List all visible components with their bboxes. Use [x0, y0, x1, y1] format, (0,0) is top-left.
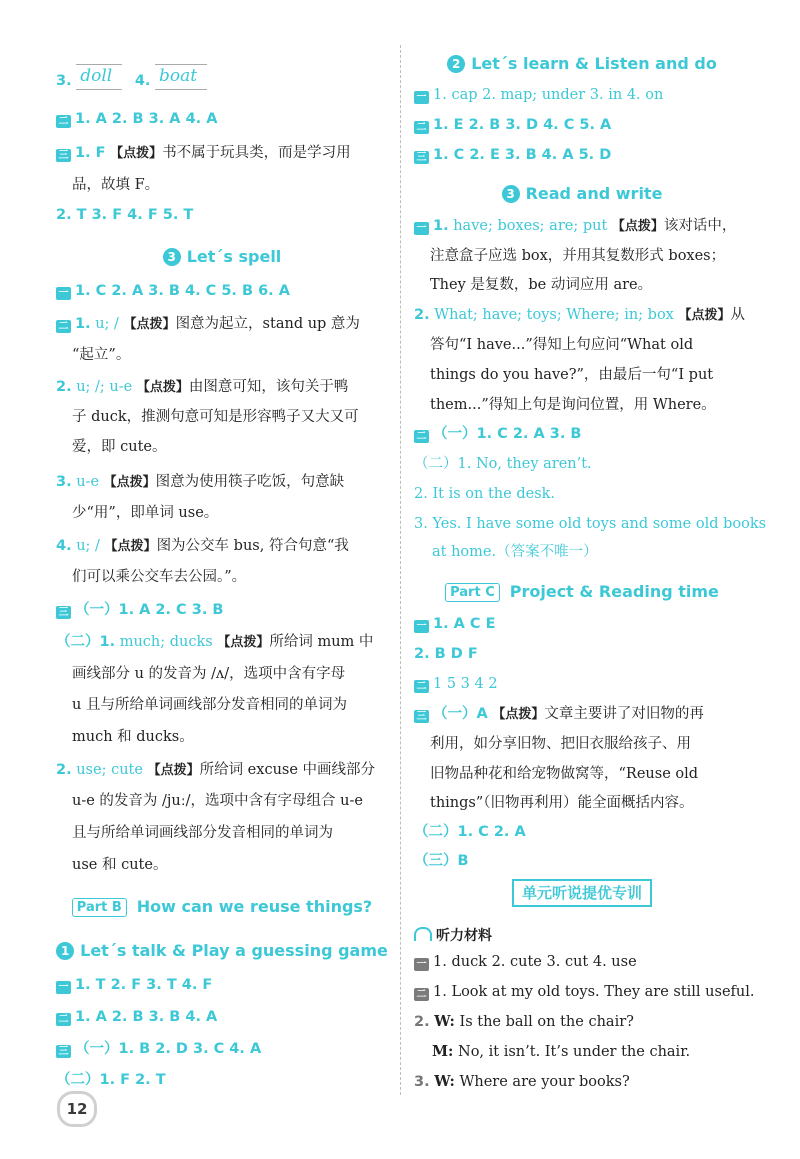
- handwriting-box: [76, 64, 122, 90]
- section-marker-icon: 一: [414, 958, 429, 971]
- section-marker-icon: 三: [414, 710, 429, 723]
- item-number: 4.: [56, 538, 72, 554]
- tip-label: 【点拨】: [678, 308, 731, 323]
- answer-line: [414, 454, 750, 474]
- explanation-text: things do you have?”，由最后一句“I put: [430, 367, 714, 383]
- answer-line: [56, 345, 388, 365]
- item-number: 4.: [134, 73, 151, 89]
- section-title: Let´s learn & Listen and do: [471, 54, 717, 73]
- answer-line: [56, 175, 388, 195]
- speaker-label: W:: [434, 1013, 455, 1030]
- tip-label: 【点拨】: [103, 475, 156, 490]
- answer-line: [56, 567, 388, 587]
- explanation-text: 文章主要讲了对旧物的再: [544, 706, 704, 722]
- explanation-text: “起立”。: [72, 347, 131, 363]
- answer-line: [56, 503, 388, 523]
- explanation-text: u 且与所给单词画线部分发音相同的单词为: [72, 697, 347, 713]
- answer-text: 1. C 2. E 3. B 4. A 5. D: [433, 147, 612, 163]
- answer-line: [414, 851, 750, 871]
- explanation-text: 品，故填 F。: [72, 177, 160, 193]
- answer-text: u-e: [76, 474, 100, 490]
- explanation-text: 书不属于玩具类，而是学习用: [162, 145, 351, 161]
- tip-label: 【点拨】: [492, 707, 545, 722]
- explanation-text: 所给词 mum 中: [269, 634, 374, 650]
- answer-text: 2. B D F: [414, 646, 478, 662]
- answer-line: [414, 246, 750, 266]
- item-number: 2.: [56, 379, 72, 395]
- answer-line: [414, 395, 750, 415]
- section-marker-icon: 一: [56, 981, 71, 994]
- answer-text: （一）1. A 2. C 3. B: [75, 602, 224, 618]
- answer-text: What; have; toys; Where; in; box: [434, 307, 674, 323]
- answer-line: [414, 734, 750, 754]
- answer-line: [56, 109, 388, 129]
- answer-text: u; /; u-e: [76, 379, 133, 395]
- answer-line: [414, 305, 750, 326]
- section-marker-icon: 二: [414, 680, 429, 693]
- part-heading: [56, 896, 388, 918]
- section-marker-icon: 二: [414, 430, 429, 443]
- section-heading: [414, 53, 750, 75]
- answer-text: 1. A 2. B 3. B 4. A: [75, 1009, 218, 1025]
- explanation-text: 从: [730, 307, 745, 323]
- answer-line: [414, 275, 750, 295]
- answer-text: at home.（答案不唯一）: [432, 544, 598, 560]
- section-number-icon: 2: [447, 55, 465, 73]
- explanation-text: 子 duck，推测句意可知是形容鸭子又大又可: [72, 409, 359, 425]
- item-number: 1.: [99, 634, 116, 650]
- section-marker-icon: 一: [56, 287, 71, 300]
- answer-line: [414, 674, 750, 694]
- answer-line: [56, 407, 388, 427]
- explanation-text: much 和 ducks。: [72, 729, 194, 745]
- answer-line: [56, 1039, 388, 1059]
- explanation-text: 旧物品种花和给宠物做窝等，“Reuse old: [430, 766, 699, 782]
- section-heading: [56, 246, 388, 268]
- script-text: No, it isn’t. It’s under the chair.: [458, 1044, 691, 1060]
- speaker-label: M:: [432, 1043, 454, 1060]
- answer-text: （一）A: [433, 706, 488, 722]
- section-marker-icon: 二: [56, 115, 71, 128]
- section-marker-icon: 三: [414, 151, 429, 164]
- section-marker-icon: 二: [414, 988, 429, 1001]
- explanation-text: use 和 cute。: [72, 857, 168, 873]
- tip-label: 【点拨】: [217, 635, 270, 650]
- script-text: Is the ball on the chair?: [459, 1014, 634, 1030]
- part-label: Part B: [72, 898, 127, 917]
- section-marker-icon: 一: [414, 222, 429, 235]
- sub-part-label: （二）: [56, 634, 100, 650]
- explanation-text: 爱，即 cute。: [72, 439, 167, 455]
- explanation-text: 答句“I have...”得知上句应问“What old: [430, 337, 694, 353]
- section-heading: [414, 183, 750, 205]
- answer-line: [56, 1070, 388, 1090]
- page-number: 12: [57, 1091, 97, 1127]
- answer-line: [56, 791, 388, 811]
- item-number: 2.: [56, 762, 72, 778]
- item-number: 2.: [414, 307, 430, 323]
- answer-text: use; cute: [76, 762, 143, 778]
- tip-label: 【点拨】: [110, 146, 163, 161]
- item-number: 1.: [75, 316, 91, 332]
- answer-text: （一）1. B 2. D 3. C 4. A: [75, 1041, 262, 1057]
- section-number-icon: 3: [502, 185, 520, 203]
- answer-line: [56, 727, 388, 747]
- answer-text: 1. T 2. F 3. T 4. F: [75, 977, 213, 993]
- answer-text: （二）1. No, they aren’t.: [414, 456, 592, 472]
- answer-line: [414, 115, 750, 135]
- answer-line: [414, 1012, 750, 1032]
- answer-line: [414, 1042, 750, 1062]
- explanation-text: 由图意可知，该句关于鸭: [188, 379, 349, 395]
- section-marker-icon: 三: [56, 149, 71, 162]
- answer-text: 2. It is on the desk.: [414, 486, 556, 502]
- answer-line: [414, 982, 755, 1002]
- answer-line: [414, 542, 750, 562]
- listening-title: 听力材料: [436, 928, 492, 944]
- listening-heading: [414, 926, 750, 946]
- tip-label: 【点拨】: [147, 763, 200, 778]
- section-marker-icon: 三: [56, 1045, 71, 1058]
- explanation-text: 且与所给单词画线部分发音相同的单词为: [72, 825, 333, 841]
- answer-line: [414, 216, 750, 237]
- explanation-text: 所给词 excuse 中画线部分: [199, 762, 376, 778]
- answer-line: [56, 975, 388, 995]
- answer-text: （三）B: [414, 853, 469, 869]
- answer-text: 1. E 2. B 3. D 4. C 5. A: [433, 117, 612, 133]
- explanation-text: 该对话中，: [663, 218, 737, 234]
- tip-label: 【点拨】: [136, 380, 189, 395]
- answer-line: [414, 614, 750, 634]
- explanation-text: 少“用”，即单词 use。: [72, 505, 219, 521]
- answer-line: [56, 632, 388, 653]
- script-text: 1. duck 2. cute 3. cut 4. use: [433, 954, 637, 970]
- answer-line: [56, 536, 388, 557]
- answer-line: [56, 823, 388, 843]
- answer-line: [414, 335, 750, 355]
- answer-line: [414, 952, 750, 972]
- answer-line: [56, 472, 388, 493]
- answer-line: [414, 644, 750, 664]
- explanation-text: 图意为起立，stand up 意为: [175, 316, 360, 332]
- explanation-text: them...”得知上句是询问位置，用 Where。: [430, 397, 716, 413]
- answer-text: 1. C 2. A 3. B 4. C 5. B 6. A: [75, 283, 290, 299]
- handwriting-answer: boat: [159, 66, 198, 86]
- explanation-text: 利用，如分享旧物、把旧衣服给孩子、用: [430, 736, 691, 752]
- part-title: How can we reuse things?: [136, 897, 373, 916]
- answer-text: 1 5 3 4 2: [433, 676, 498, 692]
- answer-line: [56, 205, 388, 225]
- section-number-icon: 3: [163, 248, 181, 266]
- explanation-text: 画线部分 u 的发音为 /ʌ/，选项中含有字母: [72, 666, 346, 682]
- answer-line: [414, 1072, 750, 1092]
- item-number: 1.: [433, 218, 449, 234]
- tip-label: 【点拨】: [611, 219, 664, 234]
- section-marker-icon: 二: [56, 320, 71, 333]
- explanation-text: 图为公交车 bus, 符合句意“我: [156, 538, 349, 554]
- explanation-text: 注意盒子应选 box，并用其复数形式 boxes；: [430, 248, 726, 264]
- script-text: 1. Look at my old toys. They are still useful.: [433, 984, 755, 1000]
- answer-text: 1. A 2. B 3. A 4. A: [75, 111, 218, 127]
- explanation-text: things”（旧物再利用）能全面概括内容。: [430, 795, 694, 811]
- answer-line: [56, 855, 388, 875]
- answer-line: [414, 484, 750, 504]
- part-label: Part C: [445, 583, 500, 602]
- answer-text: u; /: [95, 316, 119, 332]
- answer-line: [414, 514, 767, 534]
- answer-line: [414, 365, 750, 385]
- answer-text: 1. F: [75, 145, 106, 161]
- item-number: 2.: [414, 1014, 430, 1030]
- answer-text: u; /: [76, 538, 100, 554]
- script-text: Where are your books?: [459, 1074, 630, 1090]
- answer-line: [56, 437, 388, 457]
- unit-heading: [414, 879, 750, 907]
- tip-label: 【点拨】: [123, 317, 176, 332]
- answer-line: [56, 664, 388, 684]
- answer-line: [56, 377, 388, 398]
- handwriting-box: [155, 64, 207, 90]
- item-number: 3.: [56, 73, 72, 89]
- answer-line: [56, 760, 388, 781]
- section-marker-icon: 三: [56, 606, 71, 619]
- answer-text: 1. A C E: [433, 616, 496, 632]
- answer-line: [56, 314, 388, 335]
- part-title: Project & Reading time: [509, 582, 719, 601]
- section-heading: [56, 940, 388, 962]
- answer-line: [414, 85, 750, 105]
- item-number: 3.: [56, 474, 72, 490]
- explanation-text: They 是复数，be 动词应用 are。: [430, 277, 653, 293]
- answer-line: [414, 764, 750, 784]
- answer-text: （二）1. F 2. T: [56, 1072, 166, 1088]
- unit-title: 单元听说提优专训: [512, 879, 652, 907]
- answer-line: [414, 145, 750, 165]
- answer-text: 1. cap 2. map; under 3. in 4. on: [433, 87, 664, 103]
- section-title: Let´s spell: [186, 247, 282, 266]
- answer-line: [56, 281, 388, 301]
- section-marker-icon: 二: [56, 1013, 71, 1026]
- answer-line: [56, 1007, 388, 1027]
- answer-line: [414, 822, 750, 842]
- answer-text: （一）1. C 2. A 3. B: [433, 426, 582, 442]
- answer-line: [56, 64, 388, 91]
- item-number: 3.: [414, 1074, 430, 1090]
- answer-text: have; boxes; are; put: [453, 218, 608, 234]
- answer-line: [56, 695, 388, 715]
- column-divider: [400, 45, 401, 1095]
- section-number-icon: 1: [56, 942, 74, 960]
- part-heading: [414, 581, 750, 603]
- speaker-label: W:: [434, 1073, 455, 1090]
- section-marker-icon: 二: [414, 121, 429, 134]
- handwriting-answer: doll: [80, 66, 113, 86]
- answer-line: [414, 793, 750, 813]
- tip-label: 【点拨】: [104, 539, 157, 554]
- answer-line: [56, 143, 388, 164]
- answer-text: 3. Yes. I have some old toys and some old books: [414, 516, 767, 532]
- section-marker-icon: 一: [414, 620, 429, 633]
- explanation-text: u-e 的发音为 /juː/，选项中含有字母组合 u-e: [72, 793, 363, 809]
- explanation-text: 们可以乘公交车去公园。”。: [72, 569, 247, 585]
- answer-text: much; ducks: [119, 634, 213, 650]
- answer-line: [414, 704, 750, 725]
- answer-line: [56, 600, 388, 620]
- section-title: Read and write: [525, 184, 663, 203]
- answer-line: [414, 424, 750, 444]
- section-title: Let´s talk & Play a guessing game: [80, 941, 388, 960]
- headphone-icon: [414, 927, 432, 941]
- answer-text: （二）1. C 2. A: [414, 824, 526, 840]
- explanation-text: 图意为使用筷子吃饭，句意缺: [155, 474, 345, 490]
- answer-text: 2. T 3. F 4. F 5. T: [56, 207, 194, 223]
- section-marker-icon: 一: [414, 91, 429, 104]
